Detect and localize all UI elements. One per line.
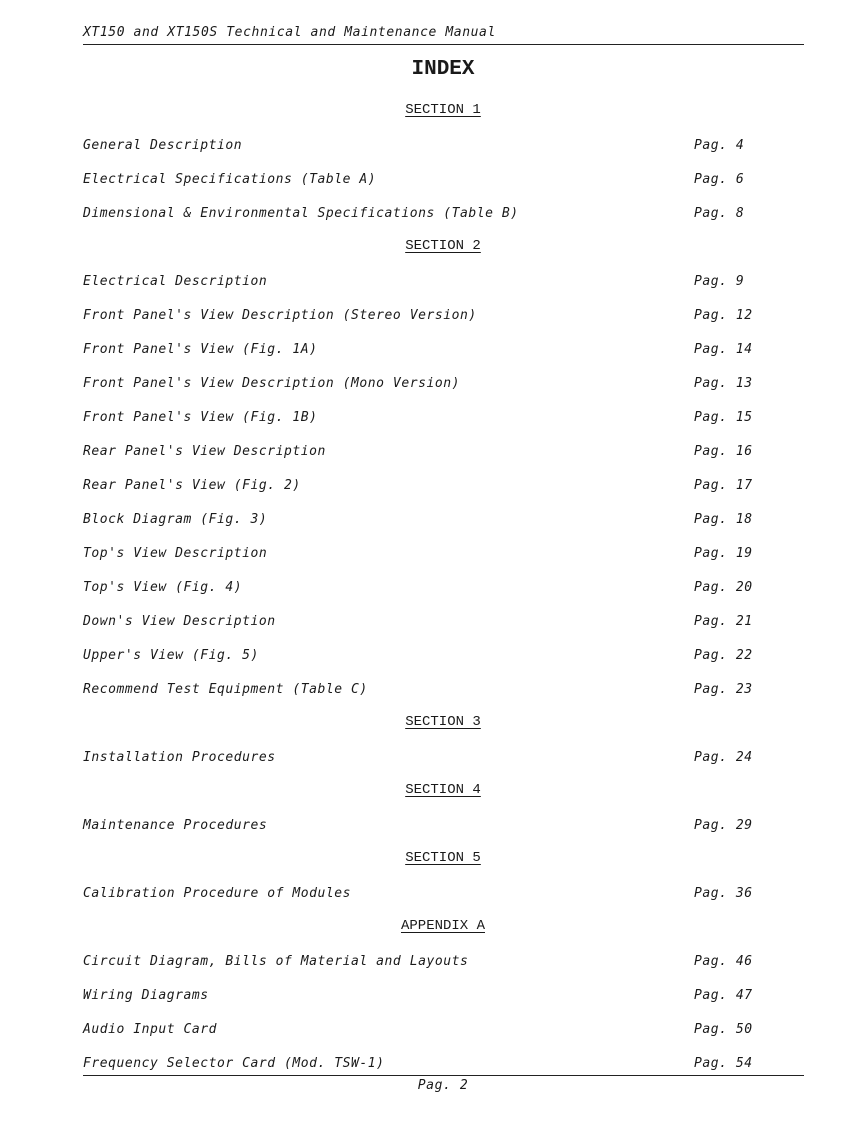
toc-entry[interactable] [83, 750, 804, 768]
toc-entry-label: Upper's View (Fig. 5) [83, 648, 259, 663]
section-heading: SECTION 2 [405, 238, 481, 254]
toc-entry[interactable] [83, 376, 804, 394]
index-title: INDEX [411, 58, 475, 81]
toc-entry-label: Block Diagram (Fig. 3) [83, 512, 268, 527]
section-heading: APPENDIX A [400, 918, 485, 934]
toc-entry-label: Calibration Procedure of Modules [83, 886, 352, 901]
toc-entry-page: Pag. 18 [694, 512, 753, 527]
toc-entry-label: Rear Panel's View (Fig. 2) [83, 478, 301, 493]
toc-entry[interactable] [83, 512, 804, 530]
toc-entry-label: Front Panel's View (Fig. 1B) [83, 410, 318, 425]
toc-entry-label: Installation Procedures [83, 750, 276, 765]
toc-entry-page: Pag. 9 [694, 274, 745, 289]
toc-entry-page: Pag. 24 [694, 750, 753, 765]
document-header: XT150 and XT150S Technical and Maintenance Manual [83, 25, 496, 40]
toc-entry-label: Electrical Description [83, 274, 268, 289]
toc-entry-label: Wiring Diagrams [83, 988, 209, 1003]
toc-entry[interactable] [83, 886, 804, 904]
toc-entry[interactable] [83, 274, 804, 292]
toc-entry-page: Pag. 47 [694, 988, 753, 1003]
toc-entry[interactable] [83, 342, 804, 360]
toc-entry-label: Frequency Selector Card (Mod. TSW-1) [83, 1056, 385, 1071]
toc-entry-page: Pag. 6 [694, 172, 745, 187]
toc-entry-page: Pag. 23 [694, 682, 753, 697]
section-heading: SECTION 3 [405, 714, 481, 730]
section-heading: SECTION 1 [405, 102, 481, 118]
toc-entry-page: Pag. 54 [694, 1056, 753, 1071]
toc-entry[interactable] [83, 308, 804, 326]
toc-entry-label: Circuit Diagram, Bills of Material and Layouts [83, 954, 469, 969]
toc-entry-label: General Description [83, 138, 243, 153]
toc-entry[interactable] [83, 648, 804, 666]
toc-entry-page: Pag. 14 [694, 342, 753, 357]
toc-entry-label: Top's View (Fig. 4) [83, 580, 243, 595]
toc-entry-page: Pag. 50 [694, 1022, 753, 1037]
toc-entry[interactable] [83, 614, 804, 632]
toc-entry-label: Electrical Specifications (Table A) [83, 172, 377, 187]
toc-entry[interactable] [83, 1056, 804, 1074]
toc-entry[interactable] [83, 444, 804, 462]
toc-entry[interactable] [83, 410, 804, 428]
toc-entry-page: Pag. 15 [694, 410, 753, 425]
section-heading: SECTION 5 [405, 850, 481, 866]
toc-entry-page: Pag. 16 [694, 444, 753, 459]
section-heading: SECTION 4 [405, 782, 481, 798]
toc-entry-page: Pag. 19 [694, 546, 753, 561]
toc-entry-page: Pag. 22 [694, 648, 753, 663]
toc-entry[interactable] [83, 206, 804, 224]
toc-entry[interactable] [83, 172, 804, 190]
toc-entry-page: Pag. 4 [694, 138, 745, 153]
toc-entry-label: Recommend Test Equipment (Table C) [83, 682, 368, 697]
toc-entry-label: Rear Panel's View Description [83, 444, 326, 459]
toc-entry[interactable] [83, 818, 804, 836]
footer-rule [83, 1075, 804, 1076]
toc-entry-label: Front Panel's View Description (Stereo Version) [83, 308, 477, 323]
toc-entry[interactable] [83, 1022, 804, 1040]
toc-entry[interactable] [83, 988, 804, 1006]
toc-entry-page: Pag. 20 [694, 580, 753, 595]
page-number: Pag. 2 [417, 1078, 469, 1093]
toc-entry-label: Maintenance Procedures [83, 818, 268, 833]
toc-entry-label: Dimensional & Environmental Specifications (Table B) [83, 206, 519, 221]
header-rule [83, 44, 804, 45]
toc-entry-label: Audio Input Card [83, 1022, 218, 1037]
toc-entry-label: Front Panel's View (Fig. 1A) [83, 342, 318, 357]
toc-entry-page: Pag. 29 [694, 818, 753, 833]
toc-entry-page: Pag. 46 [694, 954, 753, 969]
toc-entry[interactable] [83, 682, 804, 700]
toc-entry-page: Pag. 13 [694, 376, 753, 391]
toc-entry-page: Pag. 21 [694, 614, 753, 629]
toc-entry-label: Down's View Description [83, 614, 276, 629]
toc-entry-page: Pag. 12 [694, 308, 753, 323]
toc-entry-label: Top's View Description [83, 546, 268, 561]
toc-entry[interactable] [83, 138, 804, 156]
toc-entry[interactable] [83, 954, 804, 972]
toc-entry[interactable] [83, 546, 804, 564]
toc-entry-page: Pag. 8 [694, 206, 745, 221]
toc-entry[interactable] [83, 580, 804, 598]
toc-entry-label: Front Panel's View Description (Mono Version) [83, 376, 460, 391]
toc-entry-page: Pag. 17 [694, 478, 753, 493]
toc-entry-page: Pag. 36 [694, 886, 753, 901]
toc-entry[interactable] [83, 478, 804, 496]
